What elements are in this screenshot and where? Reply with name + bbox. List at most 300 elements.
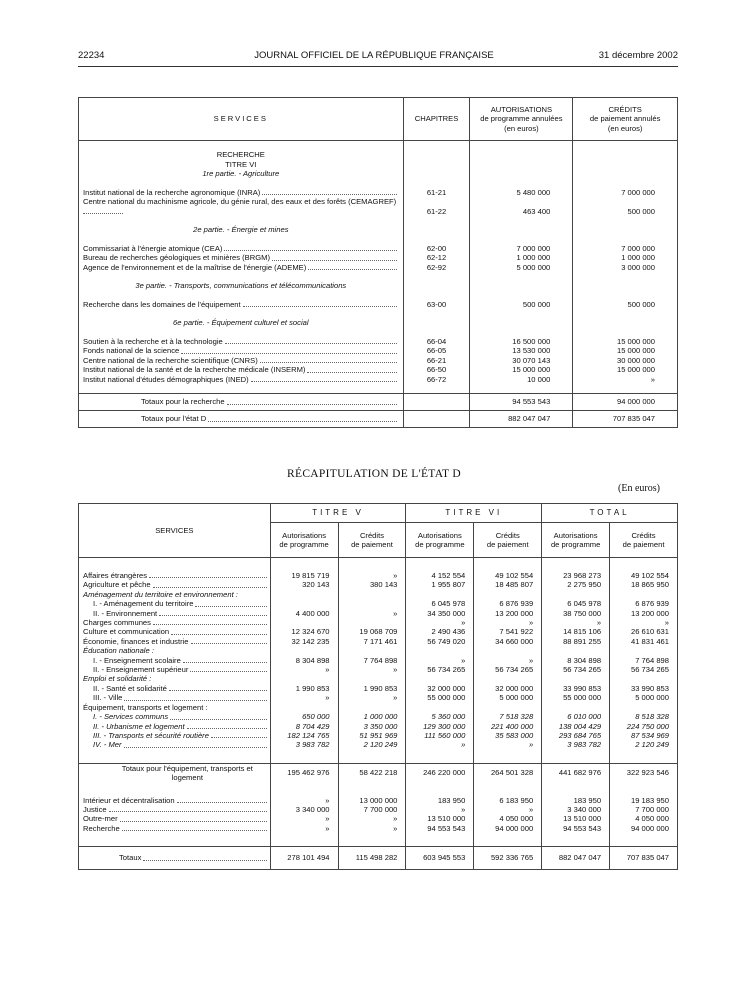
recap-totaux-label-cell (79, 847, 271, 870)
spacer-cell (573, 235, 678, 244)
recap-value-cell: 7 171 461 (338, 637, 406, 646)
dot-leader (308, 263, 396, 271)
recap-row (79, 637, 678, 646)
recap-value-cell: » (338, 693, 406, 702)
recap-value-cell: 603 945 553 (406, 847, 474, 870)
recap-group-heading: Éducation nationale : (83, 646, 154, 656)
recap-value-cell: 4 400 000 (270, 609, 338, 618)
spacer-cell (610, 558, 678, 572)
spacer-cell (79, 750, 271, 764)
empty-cell (403, 150, 470, 160)
recap-row (79, 693, 678, 702)
recap-row (79, 609, 678, 618)
recap-value-cell: 7 518 328 (474, 712, 542, 721)
service-cell (79, 356, 404, 366)
cp-cell: 1 000 000 (573, 253, 678, 263)
recap-value-cell: 32 142 235 (270, 637, 338, 646)
dot-leader (171, 627, 267, 634)
recap-value-cell: 1 955 807 (406, 580, 474, 589)
recap-row (79, 571, 678, 580)
recap-service-label-text: II. - Environnement (93, 608, 158, 618)
empty-cell (573, 225, 678, 235)
recap-service-label (83, 637, 268, 646)
service-cell (79, 300, 404, 310)
section-title-text: 1re partie. - Agriculture (79, 169, 404, 179)
recap-value-cell (474, 646, 542, 655)
recap-service-label-text: I. - Aménagement du territoire (93, 599, 194, 609)
ap-cell: 5 000 000 (470, 263, 573, 273)
recap-value-cell: 380 143 (338, 580, 406, 589)
titre-heading-text: TITRE VI (79, 160, 404, 170)
service-label-text: Centre national de la recherche scientifique (CNRS) (83, 355, 258, 365)
recap-service-cell (79, 580, 271, 589)
empty-cell (470, 281, 573, 291)
group-titre-vi: TITRE VI (406, 504, 542, 523)
recap-service-cell (79, 740, 271, 749)
recap-row (79, 805, 678, 814)
recap-service-label (83, 627, 268, 636)
spacer-cell (470, 291, 573, 300)
recap-unit: (En euros) (618, 483, 660, 494)
service-label-text: Agence de l'environnement et de la maîtrise de l'énergie (ADEME) (83, 262, 307, 272)
recap-row (79, 814, 678, 823)
service-label-text: Commissariat à l'énergie atomique (CEA) (83, 243, 223, 253)
recap-value-cell: 13 200 000 (474, 609, 542, 618)
spacer-cell (403, 309, 470, 318)
page-number: 22234 (78, 50, 105, 61)
empty-cell (470, 160, 573, 170)
recap-value-cell: 38 750 000 (542, 609, 610, 618)
dot-leader (211, 731, 267, 738)
recap-value-cell: 2 120 249 (610, 740, 678, 749)
recap-row (79, 684, 678, 693)
spacer-row (79, 141, 678, 151)
empty-cell (403, 411, 470, 428)
spacer-row (79, 558, 678, 572)
table-row (79, 244, 678, 254)
spacer-row (79, 783, 678, 796)
service-label (83, 337, 399, 347)
recap-value-cell: 221 400 000 (474, 722, 542, 731)
recap-value-cell: 56 734 265 (406, 665, 474, 674)
recap-totaux-label-text: Totaux (119, 853, 142, 863)
service-cell (79, 244, 404, 254)
col-services: SERVICES (79, 98, 404, 141)
subcol-line: Crédits (495, 530, 520, 540)
recap-value-cell: » (270, 796, 338, 805)
chapter-cell: 66-04 (403, 337, 470, 347)
recap-total-label: Totaux pour l'équipement, transports et logement (79, 763, 271, 782)
spacer-cell (406, 783, 474, 796)
spacer-cell (542, 783, 610, 796)
chapter-cell: 66-21 (403, 356, 470, 366)
spacer-cell (403, 141, 470, 151)
recap-service-label (83, 814, 268, 823)
recap-service-label-text: I. - Enseignement scolaire (93, 655, 181, 665)
section-title (79, 281, 678, 291)
recap-value-cell: 111 560 000 (406, 731, 474, 740)
table-row (79, 253, 678, 263)
service-cell (79, 337, 404, 347)
service-label-text: Bureau de recherches géologiques et minières (BRGM) (83, 253, 270, 262)
recap-value-cell (610, 674, 678, 683)
spacer-cell (79, 291, 404, 300)
recap-value-cell: 58 422 218 (338, 763, 406, 782)
subcol-line: de programme (550, 540, 601, 549)
recap-value-cell: 6 876 939 (474, 599, 542, 608)
dot-leader (109, 805, 267, 812)
dot-leader (83, 213, 123, 214)
recap-service-cell (79, 712, 271, 721)
recap-value-cell: 56 734 265 (610, 665, 678, 674)
issue-date: 31 décembre 2002 (598, 50, 678, 61)
recap-value-cell: 2 490 436 (406, 627, 474, 636)
subcol-autorisations (270, 523, 338, 558)
recap-value-cell: 49 102 554 (610, 571, 678, 580)
spacer-cell (573, 384, 678, 394)
spacer-cell (270, 833, 338, 847)
service-label-text: Recherche dans les domaines de l'équipement (83, 299, 241, 309)
table-row (79, 188, 678, 198)
spacer-row (79, 833, 678, 847)
recap-service-label (93, 740, 268, 749)
spacer-cell (474, 558, 542, 572)
recap-value-cell: 322 923 546 (610, 763, 678, 782)
dot-leader (169, 684, 267, 691)
recap-value-cell: 8 304 898 (542, 656, 610, 665)
dot-leader (183, 656, 267, 663)
spacer-cell (79, 328, 404, 337)
col-autorisations: AUTORISATIONS de programme annulées (en euros) (470, 98, 573, 141)
credits-cancellation-table (78, 97, 678, 428)
recap-value-cell: 882 047 047 (542, 847, 610, 870)
recap-service-cell (79, 665, 271, 674)
recap-value-cell: 2 120 249 (338, 740, 406, 749)
recap-value-cell (406, 674, 474, 683)
recap-value-cell: 56 734 265 (542, 665, 610, 674)
recap-value-cell: 246 220 000 (406, 763, 474, 782)
dot-leader (177, 796, 267, 803)
service-cell (79, 188, 404, 198)
recap-value-cell: 4 050 000 (610, 814, 678, 823)
spacer-cell (270, 783, 338, 796)
recap-value-cell: 6 045 978 (406, 599, 474, 608)
recap-row (79, 731, 678, 740)
total-ap-cell: 94 553 543 (470, 394, 573, 411)
recap-value-cell: » (474, 740, 542, 749)
spacer-cell (406, 833, 474, 847)
dot-leader (260, 356, 397, 364)
table-row (79, 263, 678, 273)
ministry-heading-text: RECHERCHE (79, 150, 404, 160)
spacer-cell (542, 833, 610, 847)
service-cell (79, 197, 404, 216)
recap-service-label-text: Recherche (83, 823, 120, 833)
recap-service-label-text: III. - Transports et sécurité routière (93, 730, 209, 740)
cp-cell: 7 000 000 (573, 188, 678, 198)
spacer-cell (406, 750, 474, 764)
section-title (79, 225, 678, 235)
recap-row (79, 599, 678, 608)
recap-value-cell: » (270, 665, 338, 674)
recap-service-label (93, 693, 268, 702)
spacer-row (79, 328, 678, 337)
chapter-cell: 62-12 (403, 253, 470, 263)
recap-service-cell (79, 693, 271, 702)
recap-value-cell: 7 700 000 (338, 805, 406, 814)
recap-value-cell (338, 618, 406, 627)
spacer-cell (470, 272, 573, 281)
spacer-cell (474, 833, 542, 847)
recap-value-cell: » (338, 814, 406, 823)
recap-value-cell: 32 000 000 (474, 684, 542, 693)
recap-total-equipement-row (79, 763, 678, 782)
subcol-line: Autorisations (282, 530, 327, 540)
recap-value-cell (406, 590, 474, 599)
spacer-cell (573, 141, 678, 151)
recap-value-cell: 7 764 898 (610, 656, 678, 665)
recap-service-cell (79, 796, 271, 805)
recap-value-cell: 87 534 969 (610, 731, 678, 740)
recap-group-heading: Aménagement du territoire et environnement : (83, 589, 238, 599)
empty-cell (573, 160, 678, 170)
spacer-cell (403, 216, 470, 225)
dot-leader (187, 722, 267, 729)
recap-value-cell (406, 703, 474, 712)
recap-service-label (93, 722, 268, 731)
service-cell (79, 263, 404, 273)
spacer-cell (573, 291, 678, 300)
recap-row (79, 665, 678, 674)
recap-value-cell: 56 749 020 (406, 637, 474, 646)
spacer-cell (79, 179, 404, 188)
recap-value-cell: 7 764 898 (338, 656, 406, 665)
subcol-credits (610, 523, 678, 558)
dot-leader (170, 712, 267, 719)
dot-leader (225, 337, 397, 345)
total-cp-cell: 707 835 047 (573, 411, 678, 428)
recap-value-cell: 13 510 000 (406, 814, 474, 823)
recap-value-cell: 3 350 000 (338, 722, 406, 731)
spacer-cell (470, 309, 573, 318)
titre-heading (79, 160, 678, 170)
spacer-cell (338, 750, 406, 764)
spacer-cell (403, 235, 470, 244)
subcol-line: de paiement (622, 540, 665, 549)
recap-value-cell (338, 590, 406, 599)
recap-value-cell: 650 000 (270, 712, 338, 721)
dot-leader (195, 599, 266, 606)
recap-value-cell (270, 703, 338, 712)
recap-value-cell: » (406, 740, 474, 749)
recap-value-cell: 94 000 000 (610, 824, 678, 833)
empty-cell (470, 150, 573, 160)
spacer-cell (573, 216, 678, 225)
service-cell (79, 346, 404, 356)
recap-service-cell (79, 703, 271, 712)
recap-service-cell (79, 646, 271, 655)
recap-row (79, 627, 678, 636)
recap-service-label-text: II. - Santé et solidarité (93, 683, 167, 693)
recap-row (79, 703, 678, 712)
service-label (83, 253, 399, 263)
spacer-cell (573, 179, 678, 188)
table-row (79, 356, 678, 366)
dot-leader (307, 365, 396, 373)
empty-cell (573, 169, 678, 179)
recap-value-cell: 1 990 853 (270, 684, 338, 693)
recap-value-cell: 55 000 000 (406, 693, 474, 702)
journal-title: JOURNAL OFFICIEL DE LA RÉPUBLIQUE FRANÇAISE (254, 50, 494, 61)
recap-value-cell (542, 703, 610, 712)
recap-group-heading: Emploi et solidarité : (83, 674, 152, 684)
spacer-cell (470, 235, 573, 244)
dot-leader (181, 346, 396, 354)
recap-service-label-text: Charges communes (83, 618, 151, 628)
dot-leader (120, 814, 267, 821)
recap-value-cell: 3 340 000 (542, 805, 610, 814)
ap-cell: 13 530 000 (470, 346, 573, 356)
dot-leader (159, 609, 266, 616)
recap-service-label-text: IV. - Mer (93, 740, 122, 750)
cp-cell: 15 000 000 (573, 346, 678, 356)
subcol-autorisations (542, 523, 610, 558)
recap-value-cell: » (542, 618, 610, 627)
spacer-cell (610, 833, 678, 847)
empty-cell (403, 169, 470, 179)
recap-service-label-text: Affaires étrangères (83, 571, 148, 580)
recap-value-cell: 5 000 000 (474, 693, 542, 702)
recap-value-cell: 5 000 000 (610, 693, 678, 702)
total-cp-cell: 94 000 000 (573, 394, 678, 411)
recap-row (79, 580, 678, 589)
empty-cell (573, 150, 678, 160)
recap-row (79, 590, 678, 599)
recap-value-cell (610, 590, 678, 599)
recap-value-cell: 6 010 000 (542, 712, 610, 721)
recap-service-cell (79, 590, 271, 599)
recap-service-cell (79, 609, 271, 618)
spacer-cell (338, 558, 406, 572)
recap-title: RÉCAPITULATION DE L'ÉTAT D (287, 468, 461, 480)
service-label-text: Institut national de la recherche agronomique (INRA) (83, 187, 261, 197)
recap-value-cell: 2 275 950 (542, 580, 610, 589)
chapter-cell: 63-00 (403, 300, 470, 310)
chapter-cell: 61-22 (403, 197, 470, 216)
recap-value-cell: 320 143 (270, 580, 338, 589)
subcol-autorisations (406, 523, 474, 558)
spacer-cell (474, 783, 542, 796)
chapter-cell: 66-05 (403, 346, 470, 356)
spacer-cell (403, 179, 470, 188)
group-total: TOTAL (542, 504, 678, 523)
recap-service-cell (79, 824, 271, 833)
section-title-text: 6e partie. - Équipement culturel et social (79, 318, 404, 328)
service-label-text: Institut national de la santé et de la recherche médicale (INSERM) (83, 365, 306, 374)
recap-service-label (83, 618, 268, 627)
spacer-row (79, 216, 678, 225)
cp-cell: 3 000 000 (573, 263, 678, 273)
cp-cell: » (573, 375, 678, 385)
spacer-cell (79, 833, 271, 847)
dot-leader (124, 740, 267, 747)
subcol-line: Autorisations (417, 530, 462, 540)
section-title-text: 2e partie. - Énergie et mines (79, 225, 404, 235)
recap-value-cell (338, 703, 406, 712)
recap-service-cell (79, 674, 271, 683)
table-row (79, 365, 678, 375)
total-label-cell (79, 394, 404, 411)
section-title-text: 3e partie. - Transports, communications et télécommunications (79, 281, 404, 291)
recap-service-label (93, 731, 268, 740)
recap-value-cell: 32 000 000 (406, 684, 474, 693)
recap-value-cell: 14 815 106 (542, 627, 610, 636)
total-label-text: Totaux pour l'état D (141, 414, 207, 424)
service-label (83, 263, 399, 273)
table-row (79, 346, 678, 356)
empty-cell (470, 318, 573, 328)
recap-value-cell: » (270, 824, 338, 833)
recap-value-cell (270, 590, 338, 599)
spacer-cell (470, 141, 573, 151)
service-label (83, 244, 399, 254)
recap-value-cell: 55 000 000 (542, 693, 610, 702)
recap-value-cell: 3 340 000 (270, 805, 338, 814)
cp-cell: 500 000 (573, 300, 678, 310)
recap-value-cell: 1 990 853 (338, 684, 406, 693)
recap-value-cell: 182 124 765 (270, 731, 338, 740)
service-label (83, 346, 399, 356)
recap-value-cell (270, 646, 338, 655)
dot-leader (143, 853, 266, 860)
recap-value-cell: 34 660 000 (474, 637, 542, 646)
recap-service-label-text: Intérieur et décentralisation (83, 795, 175, 805)
recap-value-cell: » (610, 618, 678, 627)
recap-value-cell: 264 501 328 (474, 763, 542, 782)
service-label (83, 365, 399, 375)
recap-value-cell: » (406, 618, 474, 627)
ap-cell: 5 480 000 (470, 188, 573, 198)
recap-value-cell: » (338, 824, 406, 833)
recap-value-cell: 8 304 898 (270, 656, 338, 665)
recap-value-cell: 26 610 631 (610, 627, 678, 636)
total-etat-row (79, 411, 678, 428)
subcol-line: de paiement (351, 540, 393, 549)
recap-value-cell: 4 152 554 (406, 571, 474, 580)
table-row (79, 337, 678, 347)
recap-value-cell (270, 674, 338, 683)
spacer-row (79, 235, 678, 244)
spacer-cell (79, 783, 271, 796)
recap-value-cell: 19 068 709 (338, 627, 406, 636)
recap-value-cell: 88 891 255 (542, 637, 610, 646)
recap-service-label-text: Justice (83, 804, 107, 814)
spacer-cell (79, 141, 404, 151)
service-label: Centre national du machinisme agricole, du génie rural, des eaux et des forêts (CEMAGREF) (83, 197, 397, 206)
recap-value-cell (270, 618, 338, 627)
spacer-cell (470, 179, 573, 188)
cp-cell: 30 000 000 (573, 356, 678, 366)
table-row (79, 375, 678, 385)
table-row (79, 300, 678, 310)
ministry-heading (79, 150, 678, 160)
total-label (141, 414, 399, 424)
recap-value-cell: » (406, 805, 474, 814)
chapter-cell: 61-21 (403, 188, 470, 198)
recap-value-cell: 5 360 000 (406, 712, 474, 721)
recap-value-cell: 6 183 950 (474, 796, 542, 805)
subcol-line: Autorisations (553, 530, 598, 540)
